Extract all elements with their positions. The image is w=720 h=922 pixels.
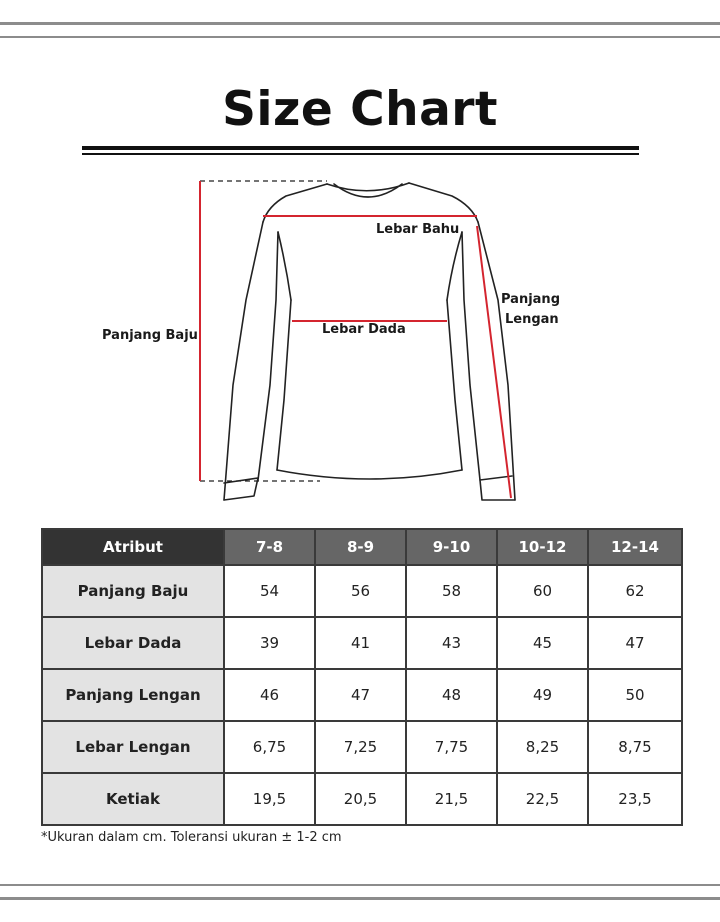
header-cell: 10-12 bbox=[497, 529, 588, 565]
table-cell: 6,75 bbox=[224, 721, 315, 773]
size-table bbox=[41, 528, 683, 826]
table-row bbox=[42, 565, 682, 617]
top-border bbox=[0, 22, 720, 25]
table-cell: 49 bbox=[497, 669, 588, 721]
table-row bbox=[42, 721, 682, 773]
table-cell: 60 bbox=[497, 565, 588, 617]
table-cell: 8,25 bbox=[497, 721, 588, 773]
table-header-row bbox=[42, 529, 682, 565]
table-cell: 47 bbox=[588, 617, 682, 669]
row-label: Panjang Lengan bbox=[42, 669, 224, 721]
label-lebar-dada: Lebar Dada bbox=[322, 322, 406, 337]
table-cell: 41 bbox=[315, 617, 406, 669]
label-panjang-lengan-line2: Lengan bbox=[505, 312, 559, 327]
table-cell: 50 bbox=[588, 669, 682, 721]
top-border-inner bbox=[0, 36, 720, 38]
table-cell: 23,5 bbox=[588, 773, 682, 825]
row-label: Lebar Dada bbox=[42, 617, 224, 669]
table-cell: 19,5 bbox=[224, 773, 315, 825]
table-cell: 45 bbox=[497, 617, 588, 669]
table-cell: 7,25 bbox=[315, 721, 406, 773]
row-label: Lebar Lengan bbox=[42, 721, 224, 773]
bottom-border-inner bbox=[0, 884, 720, 886]
table-cell: 39 bbox=[224, 617, 315, 669]
label-lebar-bahu: Lebar Bahu bbox=[376, 222, 460, 237]
header-cell: 12-14 bbox=[588, 529, 682, 565]
shirt-outline bbox=[224, 183, 515, 500]
table-cell: 46 bbox=[224, 669, 315, 721]
bottom-border bbox=[0, 897, 720, 900]
header-cell: 7-8 bbox=[224, 529, 315, 565]
header-cell: Atribut bbox=[42, 529, 224, 565]
title-rule-thick bbox=[82, 146, 639, 150]
table-cell: 62 bbox=[588, 565, 682, 617]
table-cell: 8,75 bbox=[588, 721, 682, 773]
table-cell: 48 bbox=[406, 669, 497, 721]
footnote: *Ukuran dalam cm. Toleransi ukuran ± 1-2 cm bbox=[41, 830, 342, 845]
table-cell: 54 bbox=[224, 565, 315, 617]
table-cell: 20,5 bbox=[315, 773, 406, 825]
header-cell: 9-10 bbox=[406, 529, 497, 565]
table-cell: 47 bbox=[315, 669, 406, 721]
page-title: Size Chart bbox=[222, 82, 498, 137]
table-cell: 56 bbox=[315, 565, 406, 617]
title-rule-thin bbox=[82, 153, 639, 155]
table-cell: 22,5 bbox=[497, 773, 588, 825]
table-row bbox=[42, 617, 682, 669]
row-label: Ketiak bbox=[42, 773, 224, 825]
header-cell: 8-9 bbox=[315, 529, 406, 565]
table-row bbox=[42, 773, 682, 825]
table-row bbox=[42, 669, 682, 721]
table-cell: 21,5 bbox=[406, 773, 497, 825]
table-cell: 43 bbox=[406, 617, 497, 669]
table-cell: 58 bbox=[406, 565, 497, 617]
row-label: Panjang Baju bbox=[42, 565, 224, 617]
table-cell: 7,75 bbox=[406, 721, 497, 773]
label-panjang-lengan-line1: Panjang bbox=[501, 292, 560, 307]
label-panjang-baju: Panjang Baju bbox=[102, 328, 198, 343]
